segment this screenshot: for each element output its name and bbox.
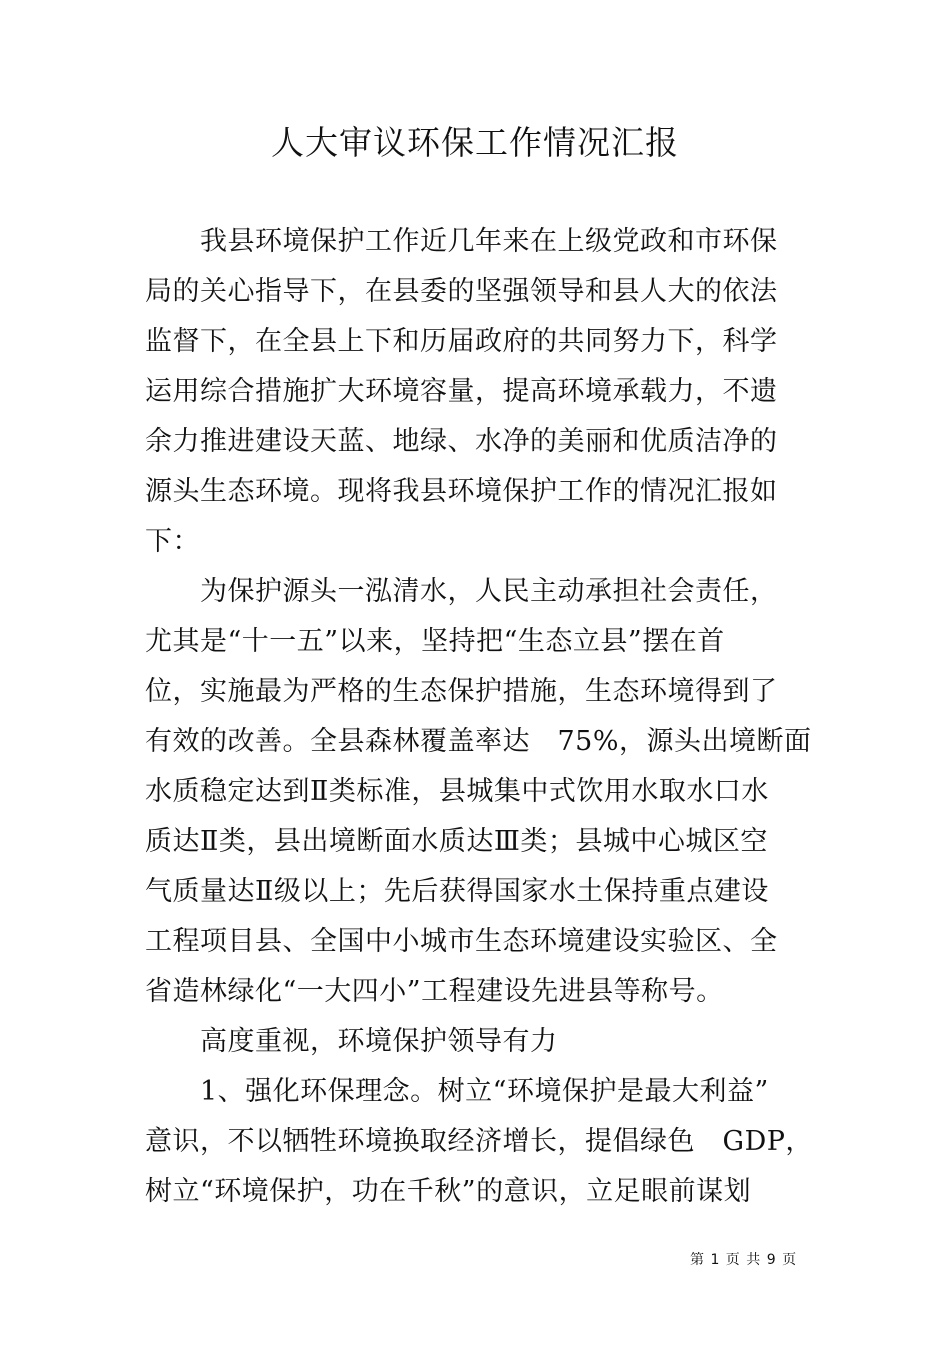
body-line: 气质量达Ⅱ级以上；先后获得国家水土保持重点建设 <box>145 876 769 907</box>
page-number-footer: 第 1 页 共 9 页 <box>690 1252 798 1268</box>
body-line: 质达Ⅱ类，县出境断面水质达Ⅲ类；县城中心城区空 <box>145 826 768 857</box>
body-line: 树立“环境保护，功在千秋”的意识，立足眼前谋划 <box>145 1176 752 1207</box>
body-line: 1、强化环保理念。树立“环境保护是最大利益” <box>145 1076 769 1107</box>
body-line: 余力推进建设天蓝、地绿、水净的美丽和优质洁净的 <box>145 426 778 457</box>
body-line: 水质稳定达到Ⅱ类标准，县城集中式饮用水取水口水 <box>145 776 769 807</box>
body-line: 运用综合措施扩大环境容量，提高环境承载力，不遗 <box>145 376 778 407</box>
body-line: 局的关心指导下，在县委的坚强领导和县人大的依法 <box>145 276 778 307</box>
section-heading: 高度重视，环境保护领导有力 <box>145 1026 558 1057</box>
body-line: 下： <box>145 526 200 557</box>
body-line: 我县环境保护工作近几年来在上级党政和市环保 <box>145 226 778 257</box>
body-line: 省造林绿化“一大四小”工程建设先进县等称号。 <box>145 976 724 1007</box>
body-line: 位，实施最为严格的生态保护措施，生态环境得到了 <box>145 676 778 707</box>
body-line: 源头生态环境。现将我县环境保护工作的情况汇报如 <box>145 476 778 507</box>
body-line: 有效的改善。全县森林覆盖率达 75%，源头出境断面 <box>145 726 812 757</box>
body-line: 监督下，在全县上下和历届政府的共同努力下，科学 <box>145 326 778 357</box>
document-title: 人大审议环保工作情况汇报 <box>271 123 679 162</box>
body-line: 尤其是“十一五”以来，坚持把“生态立县”摆在首 <box>145 626 725 657</box>
body-line: 意识，不以牺牲环境换取经济增长，提倡绿色 GDP， <box>145 1126 813 1157</box>
body-line: 工程项目县、全国中小城市生态环境建设实验区、全 <box>145 926 778 957</box>
body-line: 为保护源头一泓清水，人民主动承担社会责任， <box>145 576 778 607</box>
